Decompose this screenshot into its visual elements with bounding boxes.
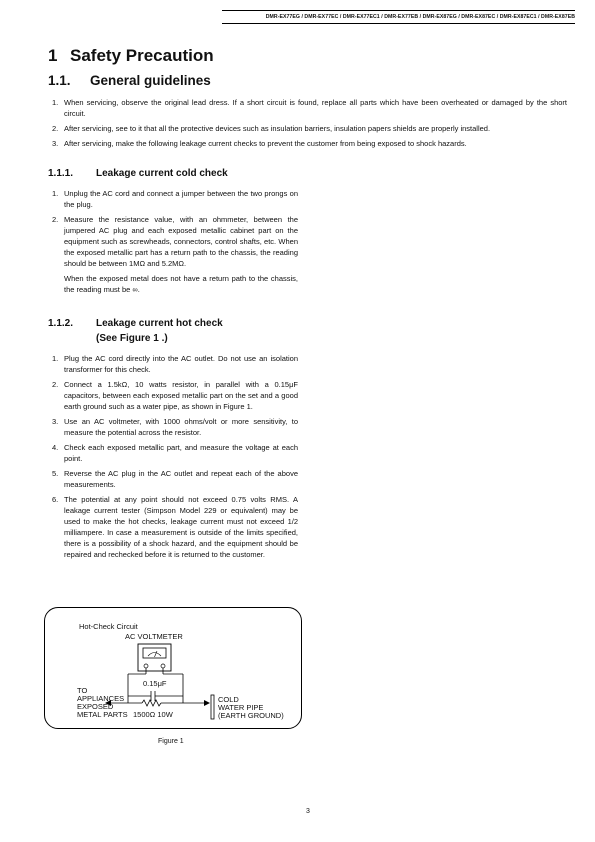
header-models-text: DMR-EX77EG / DMR-EX77EC / DMR-EX77EC1 / DMR-EX77EB / DMR-EX87EG / DMR-EX87EC / DMR-EX87EC1 / DMR-EX87EB [265, 14, 575, 20]
capacitor-label: 0.15μF [143, 679, 167, 688]
section-heading [48, 46, 214, 66]
appliance-label-line: EXPOSED [77, 702, 114, 711]
hot-check-circuit-figure [44, 607, 302, 729]
item-text: Connect a 1.5kΩ, 10 watts resistor, in parallel with a 0.15μF capacitors, between each exposed metallic part on the set and a good earth ground such as a water pipe, as shown in Figure 1. [64, 380, 298, 411]
resistor-label: 1500Ω 10W [133, 710, 173, 719]
list-item [52, 353, 298, 375]
hot-check-number: 1.1.2. [48, 318, 74, 329]
item-number: 3. [52, 139, 59, 148]
item-number: 1. [52, 98, 59, 107]
item-text: When servicing, observe the original lead dress. If a short circuit is found, replace all parts which have been overheated or damaged by the short circuit. [64, 98, 567, 118]
voltmeter-label: AC VOLTMETER [125, 632, 183, 641]
general-guidelines-heading [48, 73, 211, 88]
earth-ground-icon [204, 695, 214, 719]
item-text: After servicing, make the following leakage current checks to prevent the customer from being exposed to shock hazards. [64, 139, 467, 148]
appliance-label-line: TO [77, 686, 88, 695]
list-item [52, 416, 298, 438]
section-number: 1 [48, 46, 58, 65]
general-guidelines-title: General guidelines [90, 73, 211, 88]
cold-check-list [52, 188, 298, 299]
item-text: Reverse the AC plug in the AC outlet and repeat each of the above measurements. [64, 469, 298, 489]
list-item [52, 97, 567, 119]
general-guidelines-list [52, 97, 567, 153]
voltmeter-icon [138, 644, 171, 671]
item-text: Unplug the AC cord and connect a jumper between the two prongs on the plug. [64, 189, 298, 209]
hot-check-heading [48, 318, 223, 329]
header-model-bar [222, 10, 575, 24]
general-guidelines-number: 1.1. [48, 73, 71, 88]
appliance-label-line: METAL PARTS [77, 710, 128, 719]
item-number: 2. [52, 215, 59, 224]
item-subtext: When the exposed metal does not have a return path to the chassis, the reading must be ∞. [64, 274, 298, 294]
cold-check-number: 1.1.1. [48, 168, 74, 179]
list-item [52, 138, 567, 149]
figure-title: Hot-Check Circuit [79, 622, 138, 631]
item-text: Plug the AC cord directly into the AC outlet. Do not use an isolation transformer for this check. [64, 354, 298, 374]
item-text: The potential at any point should not exceed 0.75 volts RMS. A leakage current tester (Simpson Model 229 or equivalent) may be used to make the hot checks, leakage current must not exceed 1/2 milliampere. In case a measurement is outside of the limits specified, there is a possibility of a shock hazard, and the equipment should be repaired and rechecked before it is returned to the customer. [64, 495, 298, 559]
ground-label-line: WATER PIPE [218, 703, 264, 712]
capacitor-icon [128, 691, 183, 701]
ground-label-line: (EARTH GROUND) [218, 711, 284, 720]
cold-check-heading [48, 168, 228, 179]
item-text: After servicing, see to it that all the protective devices such as insulation barriers, insulation papers shields are properly installed. [64, 124, 491, 133]
list-item [52, 494, 298, 560]
list-item [52, 188, 298, 210]
ground-label-line: COLD [218, 695, 239, 704]
item-number: 5. [52, 469, 59, 478]
list-item [52, 468, 298, 490]
section-title: Safety Precaution [70, 46, 214, 65]
appliance-label-line: APPLIANCES [77, 694, 125, 703]
list-item [52, 214, 298, 295]
figure-caption: Figure 1 [158, 738, 184, 745]
item-number: 6. [52, 495, 59, 504]
hot-check-subtitle: (See Figure 1 .) [96, 333, 168, 344]
item-text: Measure the resistance value, with an ohmmeter, between the jumpered AC plug and each exposed metallic cabinet part on the equipment such as screwheads, connectors, control shafts, etc. When the exposed metallic part has a return path to the chassis, the reading should be between 1MΩ and 5.2MΩ. [64, 215, 298, 268]
circuit-diagram [45, 608, 301, 728]
item-number: 3. [52, 417, 59, 426]
item-number: 2. [52, 124, 59, 133]
item-number: 2. [52, 380, 59, 389]
list-item [52, 442, 298, 464]
hot-check-title: Leakage current hot check [96, 318, 223, 329]
item-number: 4. [52, 443, 59, 452]
item-number: 1. [52, 189, 59, 198]
item-text: Check each exposed metallic part, and measure the voltage at each point. [64, 443, 298, 463]
list-item [52, 379, 298, 412]
list-item [52, 123, 567, 134]
page-number: 3 [306, 808, 310, 815]
item-text: Use an AC voltmeter, with 1000 ohms/volt or more sensitivity, to measure the potential across the resistor. [64, 417, 298, 437]
hot-check-list [52, 353, 298, 564]
cold-check-title: Leakage current cold check [96, 168, 228, 179]
item-number: 1. [52, 354, 59, 363]
